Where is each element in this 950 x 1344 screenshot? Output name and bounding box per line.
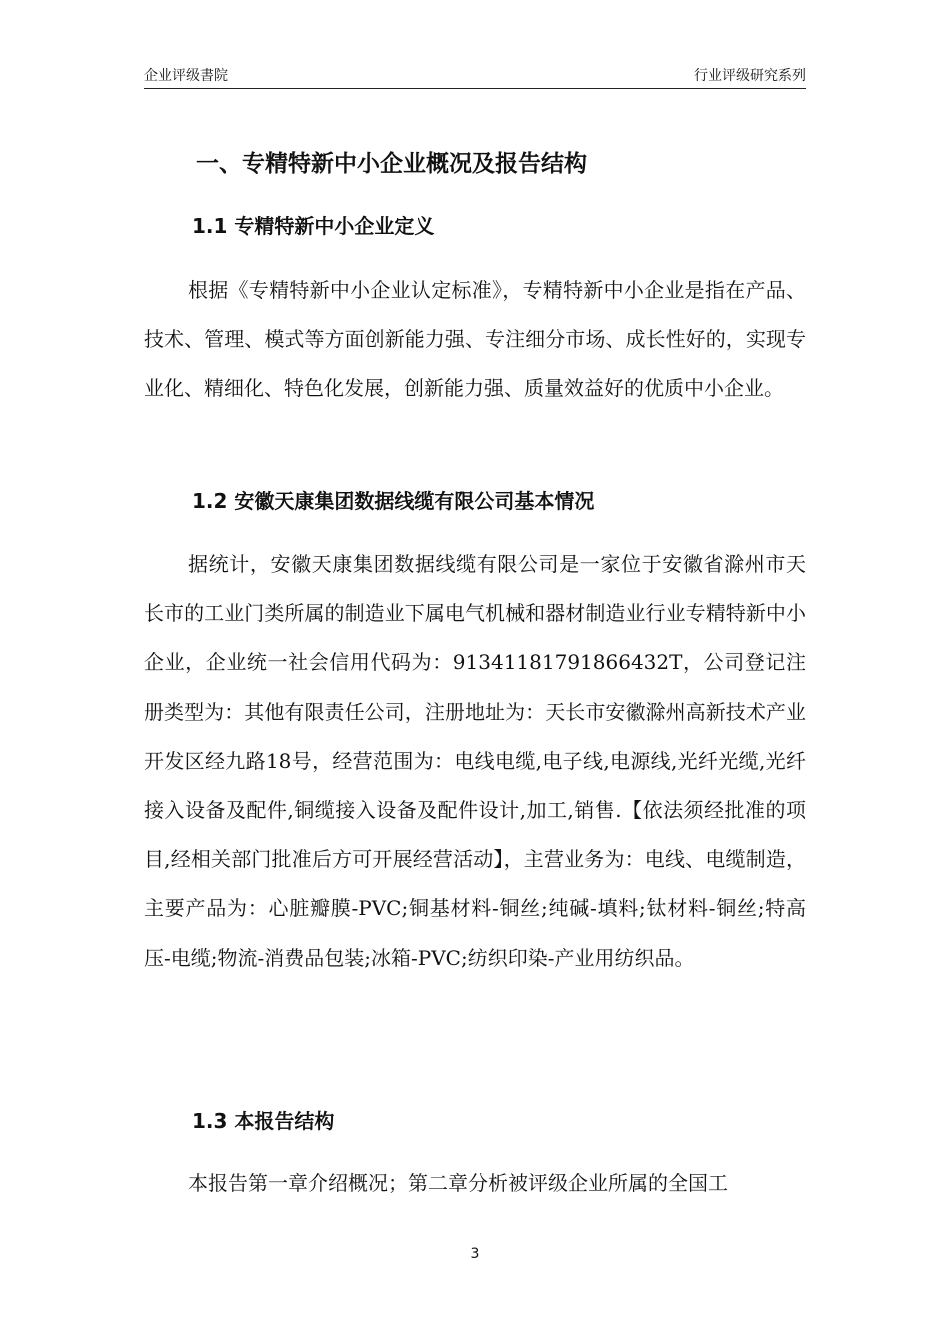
section-heading-1-3: 1.3 本报告结构 xyxy=(192,1109,335,1133)
page-number: 3 xyxy=(470,1246,480,1262)
header-right-title: 行业评级研究系列 xyxy=(694,68,806,84)
section-heading-1-2: 1.2 安徽天康集团数据线缆有限公司基本情况 xyxy=(192,489,595,513)
section-paragraph-1-3: 本报告第一章介绍概况；第二章分析被评级企业所属的全国工 xyxy=(188,1171,728,1195)
page-header xyxy=(144,64,806,89)
header-left-title: 企业评级書院 xyxy=(144,68,228,84)
section-paragraph-1-2: 据统计，安徽天康集团数据线缆有限公司是一家位于安徽省滁州市天长市的工业门类所属的制造业下属电气机械和器材制造业行业专精特新中小企业，企业统一社会信用代码为：91341181791866432T，公司登记注册类型为：其他有限责任公司，注册地址为：天长市安徽滁州高新技术产业开发区经九路18号，经营范围为：电线电缆,电子线,电源线,光纤光缆,光纤接入设备及配件,铜缆接入设备及配件设计,加工,销售.【依法须经批准的项目,经相关部门批准后方可开展经营活动】，主营业务为：电线、电缆制造，主要产品为：心脏瓣膜-PVC;铜基材料-铜丝;纯碱-填料;钛材料-铜丝;特高压-电缆;物流-消费品包装;冰箱-PVC;纺织印染-产业用纺织品。 xyxy=(144,552,806,970)
chapter-title: 一、专精特新中小企业概况及报告结构 xyxy=(196,151,587,177)
section-heading-1-1: 1.1 专精特新中小企业定义 xyxy=(192,214,435,238)
section-paragraph-1-1: 根据《专精特新中小企业认定标准》，专精特新中小企业是指在产品、技术、管理、模式等方面创新能力强、专注细分市场、成长性好的，实现专业化、精细化、特色化发展，创新能力强、质量效益好的优质中小企业。 xyxy=(144,278,806,401)
